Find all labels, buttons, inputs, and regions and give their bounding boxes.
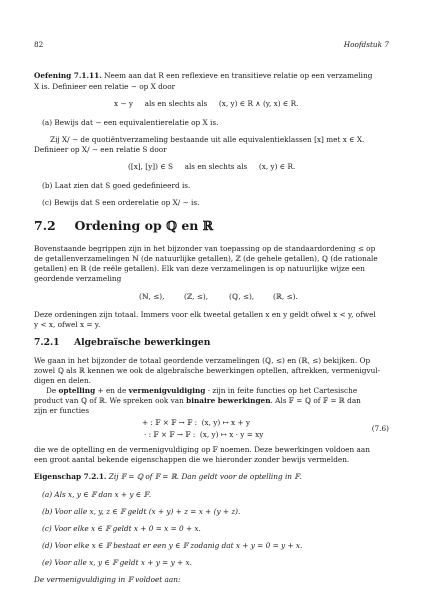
subsection-heading [34, 337, 210, 349]
subsection-number: 7.2.1 [34, 337, 60, 348]
page-number: 82 [34, 40, 44, 49]
property-item-b: (b) Voor alle x, y, z ∈ 𝔽 geldt (x + y) + z = x + (y + z). [42, 507, 241, 516]
section-paragraph-line3: getallen) en ℝ (de reële getallen). Elk van deze verzamelingen is op natuurlijke wijze een [34, 264, 365, 273]
section-paragraph-line1: Bovenstaande begrippen zijn in het bijzonder van toepassing op de standaardordening ≤ op [34, 244, 376, 253]
exercise-formula-2: ([x], [y]) ∈ S als en slechts als (x, y) ∈ R. [128, 162, 296, 171]
property-item-e: (e) Voor alle x, y ∈ 𝔽 geldt x + y = y + x. [42, 558, 192, 567]
subsection-paragraph-line3: digen en delen. [34, 376, 92, 385]
section-paragraph2-line2: y < x, ofwel x = y. [34, 320, 101, 329]
section-paragraph-line2: de getallenverzamelingen ℕ (de natuurlijke getallen), ℤ (de gehele getallen), ℚ (de rationale [34, 254, 378, 263]
exercise-text: Neem aan dat R een reflexieve en transitieve relatie op een verzameling [104, 71, 373, 80]
subsection-paragraph2-line1: De optelling + en de vermenigvuldiging · zijn in feite functies op het Cartesische [46, 386, 358, 395]
exercise-label: Oefening 7.1.11. [34, 71, 102, 80]
equation-line-2: · : 𝔽 × 𝔽 → 𝔽 : (x, y) ↦ x · y = xy [144, 430, 264, 439]
ordered-set-Q: (ℚ, ≤), [229, 292, 255, 301]
term-vermenigvuldiging: vermenigvuldiging [128, 386, 206, 395]
ordered-set-Z: (ℤ, ≤), [184, 292, 209, 301]
exercise-formula-1: x ∼ y als en slechts als (x, y) ∈ R ∧ (y, x) ∈ R. [114, 99, 299, 108]
exercise-intro-line1 [34, 71, 372, 81]
subsection-paragraph-line2: zowel ℚ als ℝ kennen we ook de algebraïsche bewerkingen optellen, aftrekken, vermenigvul- [34, 366, 381, 375]
exercise-paragraph-line1: Zij X/ ∼ de quotiëntverzameling bestaande uit alle equivalentieklassen [x] met x ∈ X. [50, 135, 365, 144]
property-text: Zij 𝔽 = ℚ of 𝔽 = ℝ. Dan geldt voor de optelling in 𝔽. [108, 472, 302, 481]
section-title: Ordening op ℚ en ℝ [74, 218, 214, 233]
subsection-title: Algebraïsche bewerkingen [73, 337, 211, 348]
section-paragraph-line4: geordende verzameling [34, 274, 122, 283]
exercise-intro-line2: X is. Definieer een relatie ∼ op X door [34, 82, 176, 91]
exercise-item-a: (a) Bewijs dat ∼ een equivalentierelatie op X is. [42, 118, 219, 127]
property-statement [34, 472, 302, 482]
equation-line-1: + : 𝔽 × 𝔽 → 𝔽 : (x, y) ↦ x + y [142, 418, 250, 427]
subsection-paragraph2-line2: product van ℚ of ℝ. We spreken ook van binaire bewerkingen. Als 𝔽 = ℚ of 𝔽 = ℝ dan [34, 396, 361, 405]
exercise-paragraph-line2: Definieer op X/ ∼ een relatie S door [34, 145, 167, 154]
ordered-set-R: (ℝ, ≤). [273, 292, 298, 301]
section-number: 7.2 [34, 218, 56, 233]
term-binaire-bewerkingen: binaire bewerkingen [186, 396, 271, 405]
subsection-paragraph3-line2: een groot aantal bekende eigenschappen die we hieronder zonder bewijs vermelden. [34, 455, 350, 464]
property-item-a: (a) Als x, y ∈ 𝔽 dan x + y ∈ 𝔽. [42, 490, 152, 499]
exercise-item-b: (b) Laat zien dat S goed gedefinieerd is. [42, 181, 191, 190]
exercise-item-c: (c) Bewijs dat S een orderelatie op X/ ∼ is. [42, 198, 200, 207]
property-item-c: (c) Voor elke x ∈ 𝔽 geldt x + 0 = x = 0 + x. [42, 524, 201, 533]
subsection-paragraph-line1: We gaan in het bijzonder de totaal geordende verzamelingen (ℚ, ≤) en (ℝ, ≤) bekijken. Op [34, 356, 371, 365]
section-paragraph2-line1: Deze ordeningen zijn totaal. Immers voor elk tweetal getallen x en y geldt ofwel x < y, ofwel [34, 310, 376, 319]
subsection-paragraph3-line1: die we de optelling en de vermenigvuldiging op 𝔽 noemen. Deze bewerkingen voldoen aan [34, 445, 370, 454]
property-label: Eigenschap 7.2.1. [34, 472, 107, 481]
property-closing: De vermenigvuldiging in 𝔽 voldoet aan: [34, 575, 181, 584]
section-heading [34, 218, 213, 234]
term-optelling: optelling [58, 386, 96, 395]
ordered-set-N: (ℕ, ≤), [139, 292, 165, 301]
equation-number: (7.6) [371, 424, 389, 433]
running-header: Hoofdstuk 7 [343, 40, 389, 49]
property-item-d: (d) Voor elke x ∈ 𝔽 bestaat er een y ∈ 𝔽 zodanig dat x + y = 0 = y + x. [42, 541, 303, 550]
subsection-paragraph2-line3: zijn er functies [34, 406, 90, 415]
